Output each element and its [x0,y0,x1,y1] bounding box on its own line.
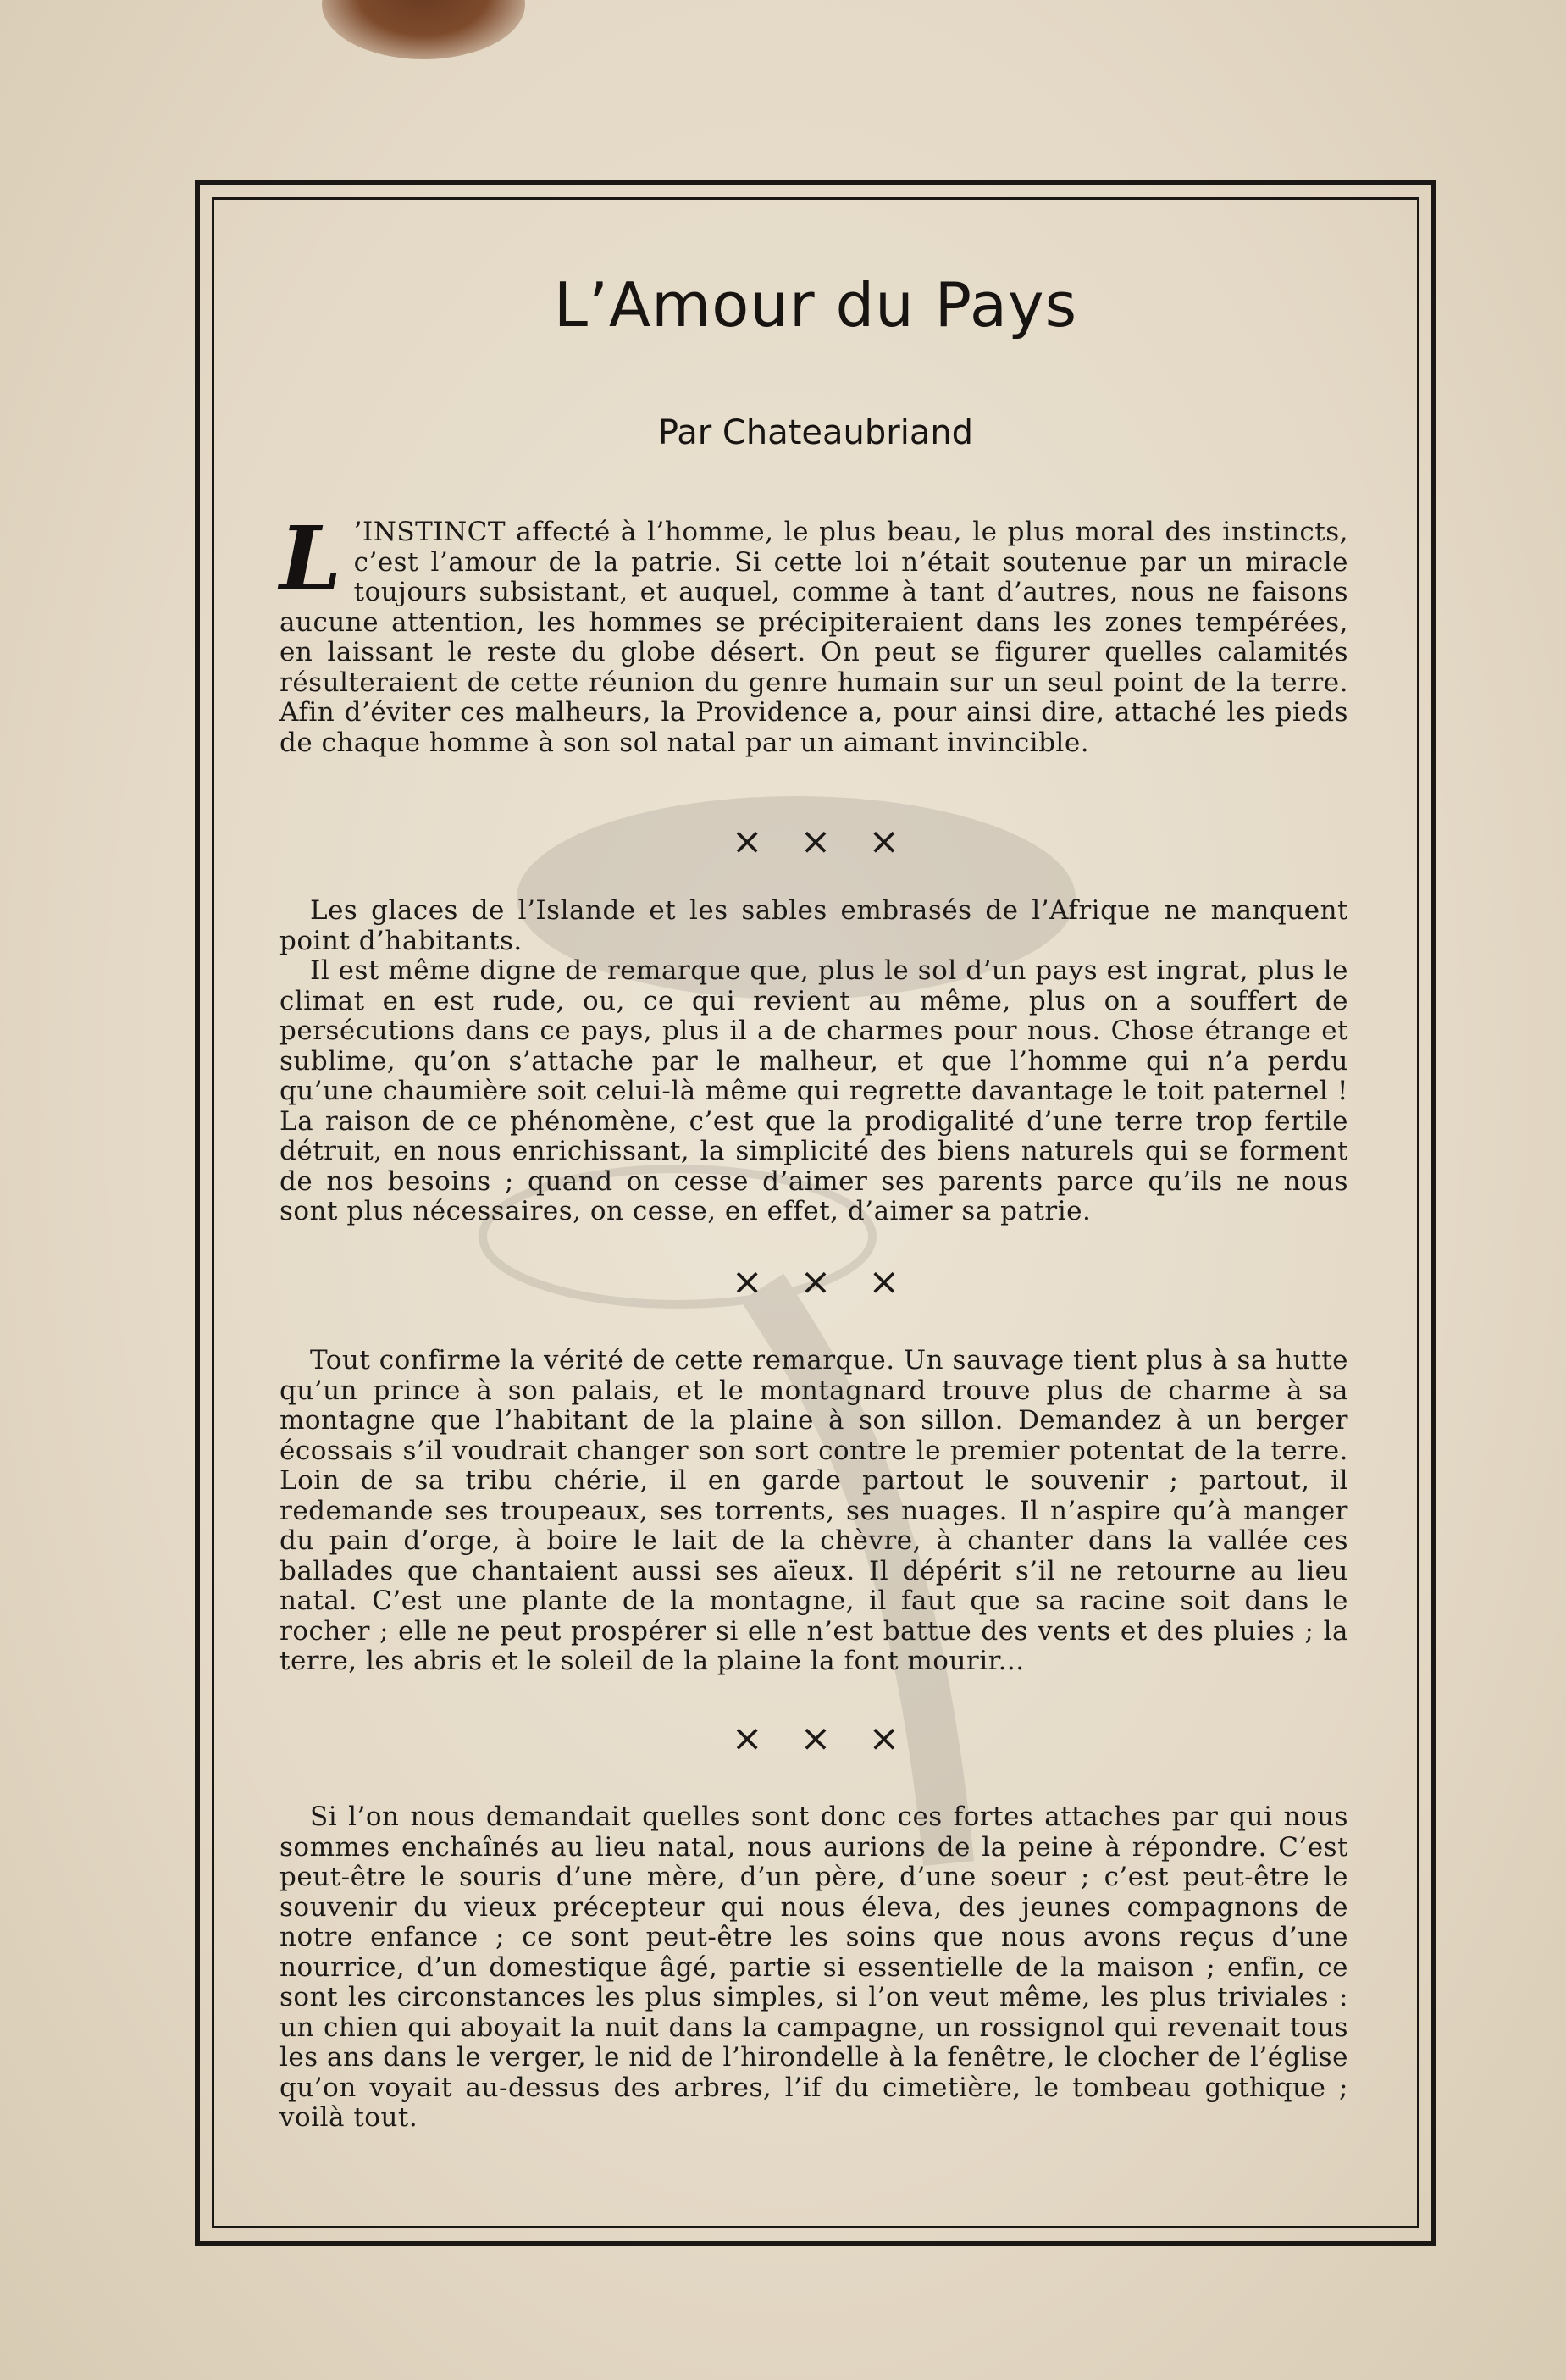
article-title: L’Amour du Pays [553,269,1078,340]
paragraph-3 [279,1346,1348,1677]
paragraph-2b-text: Il est même digne de remarque que, plus le sol d’un pays est ingrat, plus le climat en est rude, ou, ce qui revient au même, plus on a souffert de persécutions dans ce pays, plus il a de charmes pour nous. Chose étrange et sublime, qu’on s’attache par le malheur, et que l’homme qui n’a perdu qu’une chaumière soit celui-là même qui regrette davantage le toit paternel ! La raison de ce phénomène, c’est que la prodigalité d’une terre trop fertile détruit, en nous enrichissant, la simplicité des biens naturels qui se forment de nos besoins ; quand on cesse d’aimer ses parents parce qu’ils ne nous sont plus nécessaires, on cesse, en effet, d’aimer sa patrie. [279,955,1348,1226]
paragraph-4-text: Si l’on nous demandait quelles sont donc ces fortes attaches par qui nous sommes enchaînés au lieu natal, nous aurions de la peine à répondre. C’est peut-être le souris d’une mère, d’un père, d’une soeur ; c’est peut-être le souvenir du vieux précepteur qui nous éleva, des jeunes compagnons de notre enfance ; ce sont peut-être les soins que nous avons reçus d’une nourrice, d’un domestique âgé, partie si essentielle de la maison ; enfin, ce sont les circonstances les plus simples, si l’on veut même, les plus triviales : un chien qui aboyait la nuit dans la campagne, un rossignol qui revenait tous les ans dans le verger, le nid de l’hirondelle à la fenêtre, le clocher de l’église qu’on voyait au-dessus des arbres, l’if du cimetière, le tombeau gothique ; voilà tout. [279,1802,1348,2133]
paragraph-2a-text: Les glaces de l’Islande et les sables embrasés de l’Afrique ne manquent point d’habitants. [279,895,1348,956]
article-byline: Par Chateaubriand [657,413,974,452]
section-separator: × × × [731,1717,900,1760]
section-separator: × × × [731,1260,900,1303]
paragraph-4 [279,1802,1348,2134]
paragraph-1 [279,506,1348,758]
paragraph-2 [279,896,1348,1227]
paragraph-1-text: ’INSTINCT affecté à l’homme, le plus beau, le plus moral des instincts, c’est l’amour de la patrie. Si cette loi n’était soutenue par un miracle toujours subsistant, et auquel, comme à tant d’autres, nous ne faisons aucune attention, les hommes se précipiteraient dans les zones tempérées, en laissant le reste du globe désert. On peut se figurer quelles calamités résulteraient de cette réunion du genre humain sur un seul point de la terre. Afin d’éviter ces malheurs, la Providence a, pour ainsi dire, attaché les pieds de chaque homme à son sol natal par un aimant invincible. [279,517,1348,758]
section-separator: × × × [731,820,900,863]
drop-cap: L [279,506,342,611]
paragraph-3-text: Tout confirme la vérité de cette remarque. Un sauvage tient plus à sa hutte qu’un prince à son palais, et le montagnard trouve plus de charme à sa montagne que l’habitant de la plaine à son sillon. Demandez à un berger écossais s’il voudrait changer son sort contre le premier potentat de la terre. Loin de sa tribu chérie, il en garde partout le souvenir ; partout, il redemande ses troupeaux, ses torrents, ses nuages. Il n’aspire qu’à manger du pain d’orge, à boire le lait de la chèvre, à chanter dans la vallée ces ballades que chantaient aussi ses aïeux. Il dépérit s’il ne retourne au lieu natal. C’est une plante de la montagne, il faut que sa racine soit dans le rocher ; elle ne peut prospérer si elle n’est battue des vents et des pluies ; la terre, les abris et le soleil de la plaine la font mourir... [279,1345,1348,1676]
